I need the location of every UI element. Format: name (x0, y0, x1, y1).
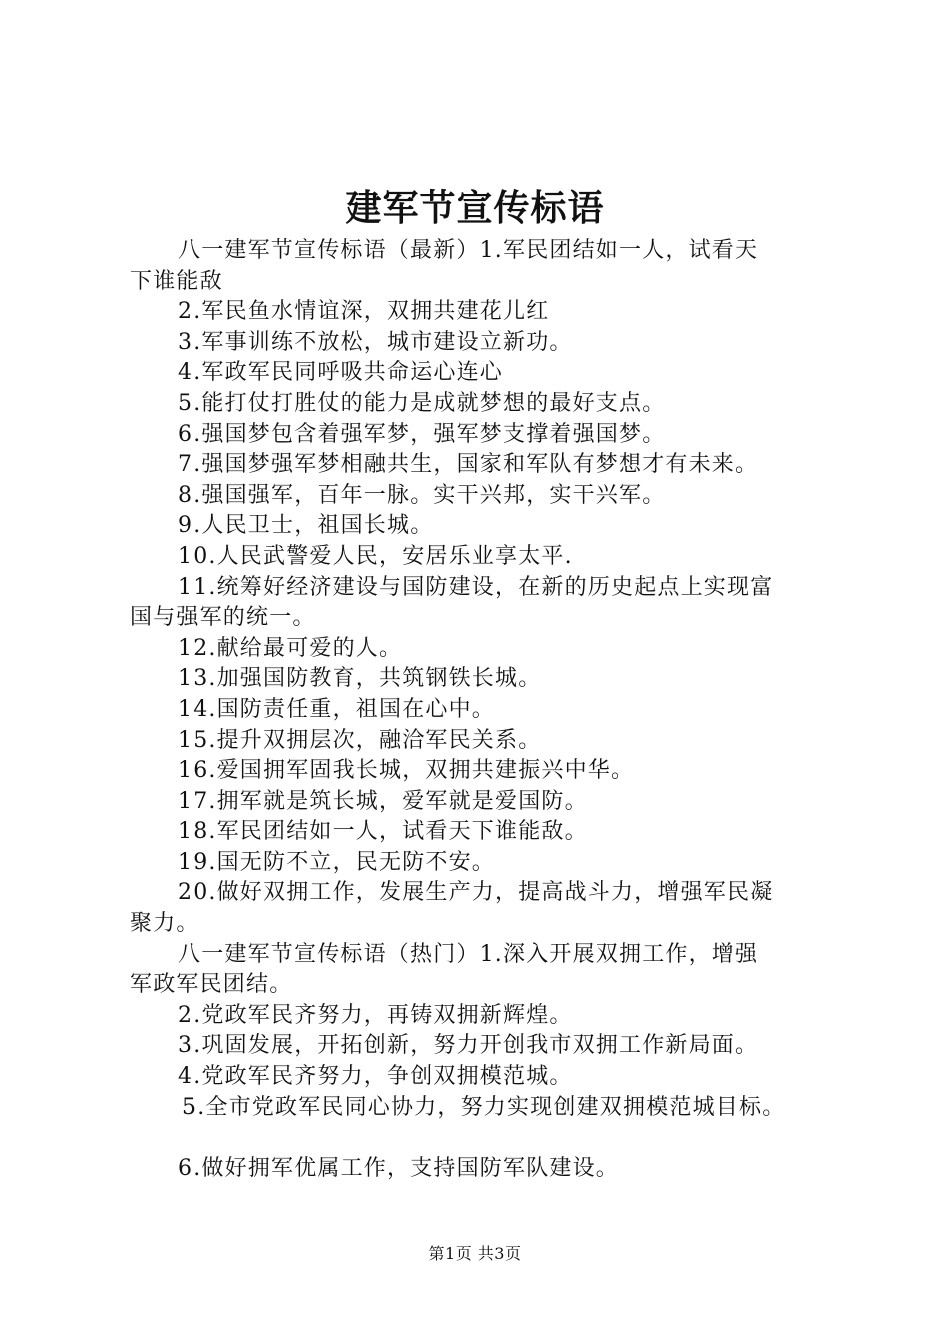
page-footer: 第1页 共3页 (428, 1244, 522, 1263)
paragraph-line: 6.强国梦包含着强军梦，强军梦支撑着强国梦。 (178, 421, 666, 447)
paragraph-line: 下谁能敌 (130, 268, 223, 294)
paragraph-line: 17.拥军就是筑长城，爱军就是爱国防。 (178, 788, 588, 814)
paragraph-line: 3.巩固发展，开拓创新，努力开创我市双拥工作新局面。 (178, 1033, 759, 1059)
document-body (130, 236, 840, 1184)
paragraph-line: 12.献给最可爱的人。 (178, 635, 403, 661)
paragraph-line: 八一建军节宣传标语（最新）1.军民团结如一人，试看天 (178, 238, 759, 263)
paragraph-line: 19.国无防不立，民无防不安。 (178, 849, 495, 875)
paragraph-line: 3.军事训练不放松，城市建设立新功。 (178, 329, 573, 355)
paragraph-line: 6.做好拥军优属工作，支持国防军队建设。 (178, 1155, 619, 1181)
paragraph-line: 9.人民卫士，祖国长城。 (178, 513, 434, 539)
paragraph-line: 10.人民武警爱人民，安居乐业享太平. (178, 543, 573, 569)
paragraph-line: 4.党政军民齐努力，争创双拥模范城。 (178, 1064, 573, 1090)
paragraph-line: 2.党政军民齐努力，再铸双拥新辉煌。 (178, 1002, 573, 1028)
paragraph-line: 5.能打仗打胜仗的能力是成就梦想的最好支点。 (178, 390, 666, 416)
paragraph-line: 16.爱国拥军固我长城，双拥共建振兴中华。 (178, 758, 635, 784)
paragraph-line: 4.军政军民同呼吸共命运心连心 (178, 360, 503, 386)
paragraph-line: 8.强国强军，百年一脉。实干兴邦，实干兴军。 (178, 482, 666, 508)
paragraph-line: 11.统筹好经济建设与国防建设，在新的历史起点上实现富 (178, 574, 774, 600)
document-title: 建军节宣传标语 (345, 187, 605, 229)
paragraph-line: 国与强军的统一。 (130, 605, 316, 631)
paragraph-line: 20.做好双拥工作，发展生产力，提高战斗力，增强军民凝 (178, 880, 774, 906)
paragraph-line: 军政军民团结。 (130, 972, 293, 998)
paragraph-line: 14.国防责任重，祖国在心中。 (178, 696, 495, 722)
paragraph-line: 7.强国梦强军梦相融共生，国家和军队有梦想才有未来。 (178, 452, 759, 478)
paragraph-line: 5.全市党政军民同心协力，努力实现创建双拥模范城目标。 (182, 1094, 786, 1120)
blank-line (130, 1123, 840, 1154)
paragraph-line: 2.军民鱼水情谊深，双拥共建花儿红 (178, 299, 550, 325)
paragraph-line: 18.军民团结如一人，试看天下谁能敌。 (178, 819, 588, 845)
paragraph-line: 13.加强国防教育，共筑钢铁长城。 (178, 666, 542, 692)
paragraph-line: 八一建军节宣传标语（热门）1.深入开展双拥工作，增强 (178, 941, 759, 967)
paragraph-line: 15.提升双拥层次，融洽军民关系。 (178, 727, 542, 753)
paragraph-line: 聚力。 (130, 911, 200, 937)
